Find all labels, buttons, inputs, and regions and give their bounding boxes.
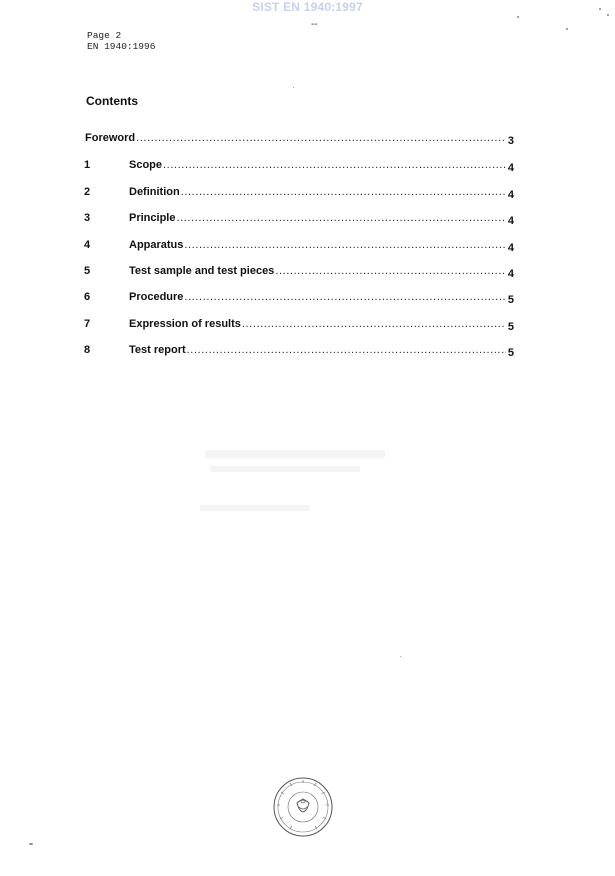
toc-entry-expression-of-results — [84, 318, 514, 336]
top-dash-mark: -- — [311, 19, 318, 30]
toc-line — [129, 239, 514, 254]
scan-speck — [400, 656, 401, 657]
toc-entry-title: Test sample and test pieces — [129, 265, 275, 277]
toc-entry-title: Foreword — [85, 132, 136, 144]
toc-entry-title: Test report — [129, 344, 186, 356]
toc-leader-dots — [181, 186, 506, 198]
toc-entry-scope — [84, 159, 514, 177]
toc-leader-dots — [187, 344, 506, 356]
toc-entry-test-sample — [84, 265, 514, 283]
toc-entry-foreword — [84, 132, 514, 150]
toc-entry-page: 4 — [507, 189, 514, 201]
toc-leader-dots — [176, 212, 505, 224]
toc-entry-page: 4 — [507, 268, 514, 280]
toc-entry-title: Procedure — [129, 291, 184, 303]
toc-entry-definition — [84, 186, 514, 204]
toc-entry-page: 5 — [507, 321, 514, 333]
toc-line — [129, 186, 514, 201]
scan-speck — [599, 8, 601, 10]
page-number: Page 2 — [87, 30, 122, 41]
toc-entry-number: 2 — [84, 186, 91, 198]
toc-entry-number: 4 — [84, 239, 91, 251]
scan-speck — [29, 843, 33, 845]
toc-entry-title: Scope — [129, 159, 163, 171]
toc-line — [129, 318, 514, 333]
toc-line — [129, 159, 514, 174]
toc-entry-test-report — [84, 344, 514, 362]
watermark-text: SIST EN 1940:1997 — [252, 0, 363, 14]
toc-entry-title: Expression of results — [129, 318, 241, 330]
scan-speck — [517, 16, 519, 18]
toc-entry-title: Apparatus — [129, 239, 184, 251]
toc-line — [85, 132, 514, 147]
toc-entry-page: 5 — [507, 294, 514, 306]
toc-entry-procedure — [84, 291, 514, 309]
scan-ghost-mark — [210, 466, 360, 472]
toc-entry-page: 4 — [507, 162, 514, 174]
scan-speck — [607, 14, 609, 16]
toc-entry-page: 4 — [507, 242, 514, 254]
toc-entry-number: 5 — [84, 265, 91, 277]
toc-line — [129, 344, 514, 359]
toc-entry-number: 1 — [84, 159, 91, 171]
scan-speck — [293, 87, 294, 88]
toc-entry-number: 3 — [84, 212, 91, 224]
page-header — [87, 30, 155, 52]
toc-entry-principle — [84, 212, 514, 230]
toc-leader-dots — [184, 291, 505, 303]
contents-heading: Contents — [86, 94, 138, 108]
toc-leader-dots — [275, 265, 506, 277]
standard-reference: EN 1940:1996 — [87, 41, 156, 52]
toc-entry-page: 3 — [507, 135, 514, 147]
scan-speck — [566, 28, 568, 30]
scan-ghost-mark — [200, 505, 310, 511]
toc-line — [129, 265, 514, 280]
toc-leader-dots — [136, 132, 506, 144]
toc-leader-dots — [242, 318, 506, 330]
toc-entry-page: 4 — [507, 215, 514, 227]
toc-leader-dots — [184, 239, 505, 251]
institute-stamp-seal — [272, 776, 334, 838]
toc-line — [129, 212, 514, 227]
toc-entry-number: 7 — [84, 318, 91, 330]
toc-entry-apparatus — [84, 239, 514, 257]
toc-entry-title: Definition — [129, 186, 180, 198]
toc-entry-number: 6 — [84, 291, 91, 303]
toc-leader-dots — [163, 159, 506, 171]
toc-entry-page: 5 — [507, 347, 514, 359]
scan-ghost-mark — [205, 450, 385, 458]
toc-entry-number: 8 — [84, 344, 91, 356]
toc-line — [129, 291, 514, 306]
toc-entry-title: Principle — [129, 212, 176, 224]
